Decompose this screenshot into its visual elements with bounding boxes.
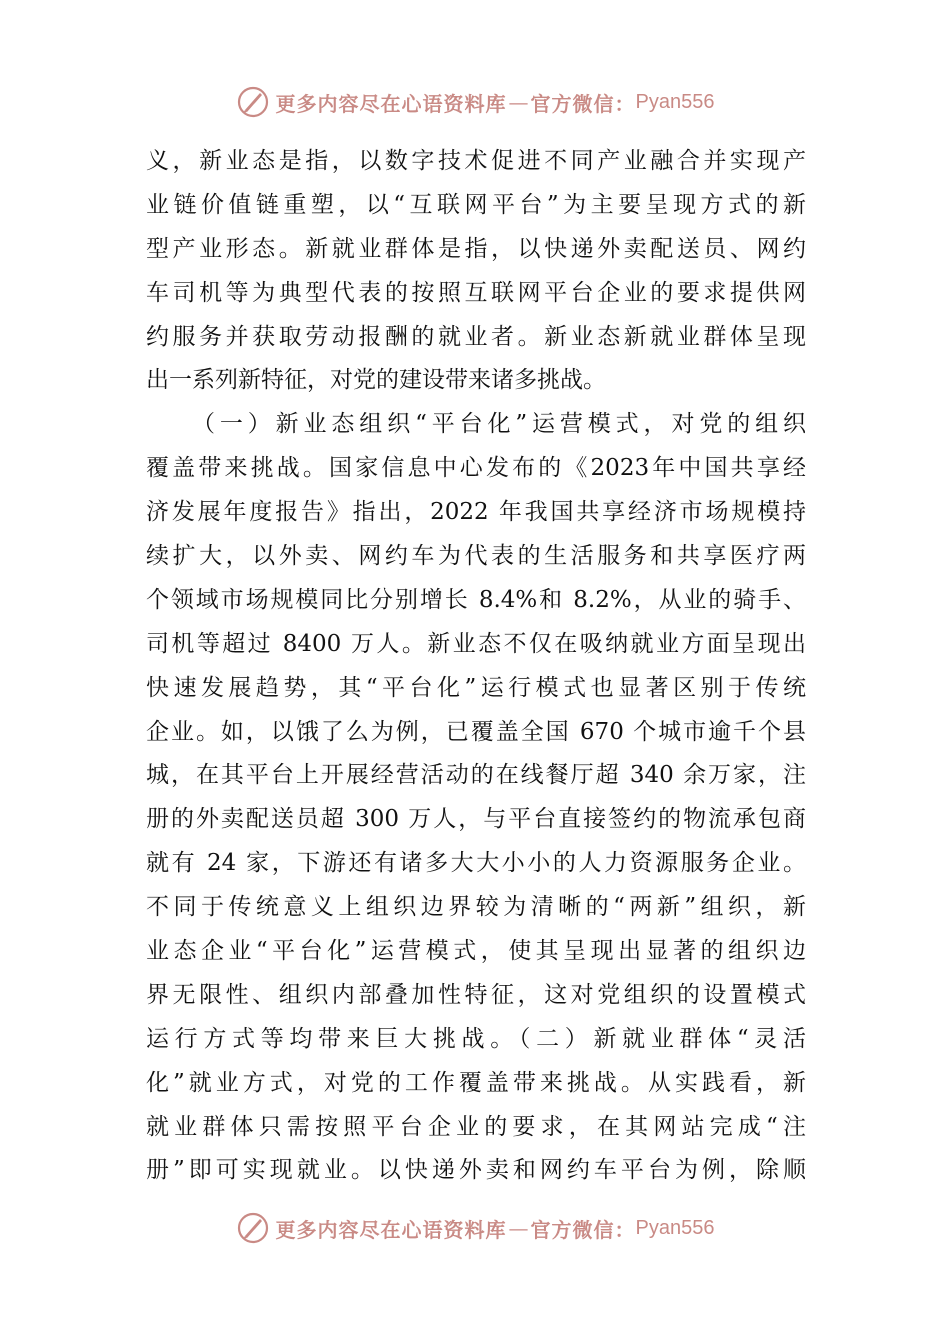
text-line: 快速发展趋势，其“平台化”运行模式也显著区别于传统 (146, 674, 806, 701)
text-line: 运行方式等均带来巨大挑战。（二）新就业群体“灵活 (146, 1025, 806, 1052)
quill-logo-icon (236, 1211, 270, 1245)
text-line: 企业。如，以饿了么为例，已覆盖全国 670 个城市逾千个县 (146, 718, 806, 745)
watermark-title: 更多内容尽在心语资料库 (275, 91, 507, 116)
watermark-account: Pyan556 (635, 1216, 715, 1239)
text-line: 业态企业“平台化”运营模式，使其呈现出显著的组织边 (146, 938, 806, 965)
quill-logo-icon (236, 85, 270, 119)
text-line: 不同于传统意义上组织边界较为清晰的“两新”组织，新 (146, 894, 806, 921)
text-line: 济发展年度报告》指出，2022 年我国共享经济市场规模持 (146, 499, 806, 526)
watermark-dash: — (508, 1216, 529, 1240)
watermark-label: 官方微信： (530, 1217, 636, 1242)
text-line: 化”就业方式，对党的工作覆盖带来挑战。从实践看，新 (146, 1069, 806, 1096)
watermark-label: 官方微信： (530, 91, 636, 116)
text-line: 约服务并获取劳动报酬的就业者。新业态新就业群体呈现 (146, 323, 806, 350)
footer-watermark (0, 1208, 950, 1248)
text-line: 出一系列新特征，对党的建设带来诸多挑战。 (146, 367, 606, 394)
text-line: 城，在其平台上开展经营活动的在线餐厅超 340 余万家，注 (146, 762, 806, 789)
text-line: 就有 24 家，下游还有诸多大大小小的人力资源服务企业。 (146, 850, 806, 877)
text-line: 册的外卖配送员超 300 万人，与平台直接签约的物流承包商 (146, 806, 806, 833)
document-body (146, 140, 806, 1193)
text-line: 义，新业态是指，以数字技术促进不同产业融合并实现产 (146, 148, 806, 174)
text-line: 司机等超过 8400 万人。新业态不仅在吸纳就业方面呈现出 (146, 630, 806, 657)
watermark-account: Pyan556 (635, 90, 715, 113)
text-line: 个领域市场规模同比分别增长 8.4%和 8.2%，从业的骑手、 (146, 586, 806, 613)
text-line: 车司机等为典型代表的按照互联网平台企业的要求提供网 (146, 279, 806, 306)
text-line: 册”即可实现就业。以快递外卖和网约车平台为例，除顺 (146, 1157, 806, 1184)
watermark-dash: — (508, 90, 529, 114)
text-line: 界无限性、组织内部叠加性特征，这对党组织的设置模式 (146, 981, 806, 1008)
text-line: 型产业形态。新就业群体是指，以快递外卖配送员、网约 (146, 235, 806, 262)
text-line: 续扩大，以外卖、网约车为代表的生活服务和共享医疗两 (146, 543, 806, 570)
text-line: 覆盖带来挑战。国家信息中心发布的《2023年中国共享经 (146, 455, 806, 482)
text-line: 业链价值链重塑，以“互联网平台”为主要呈现方式的新 (146, 191, 806, 218)
text-line-indent: （一）新业态组织“平台化”运营模式，对党的组织 (192, 411, 806, 438)
text-line: 就业群体只需按照平台企业的要求，在其网站完成“注 (146, 1113, 806, 1140)
watermark-title: 更多内容尽在心语资料库 (275, 1217, 507, 1242)
header-watermark (0, 82, 950, 122)
